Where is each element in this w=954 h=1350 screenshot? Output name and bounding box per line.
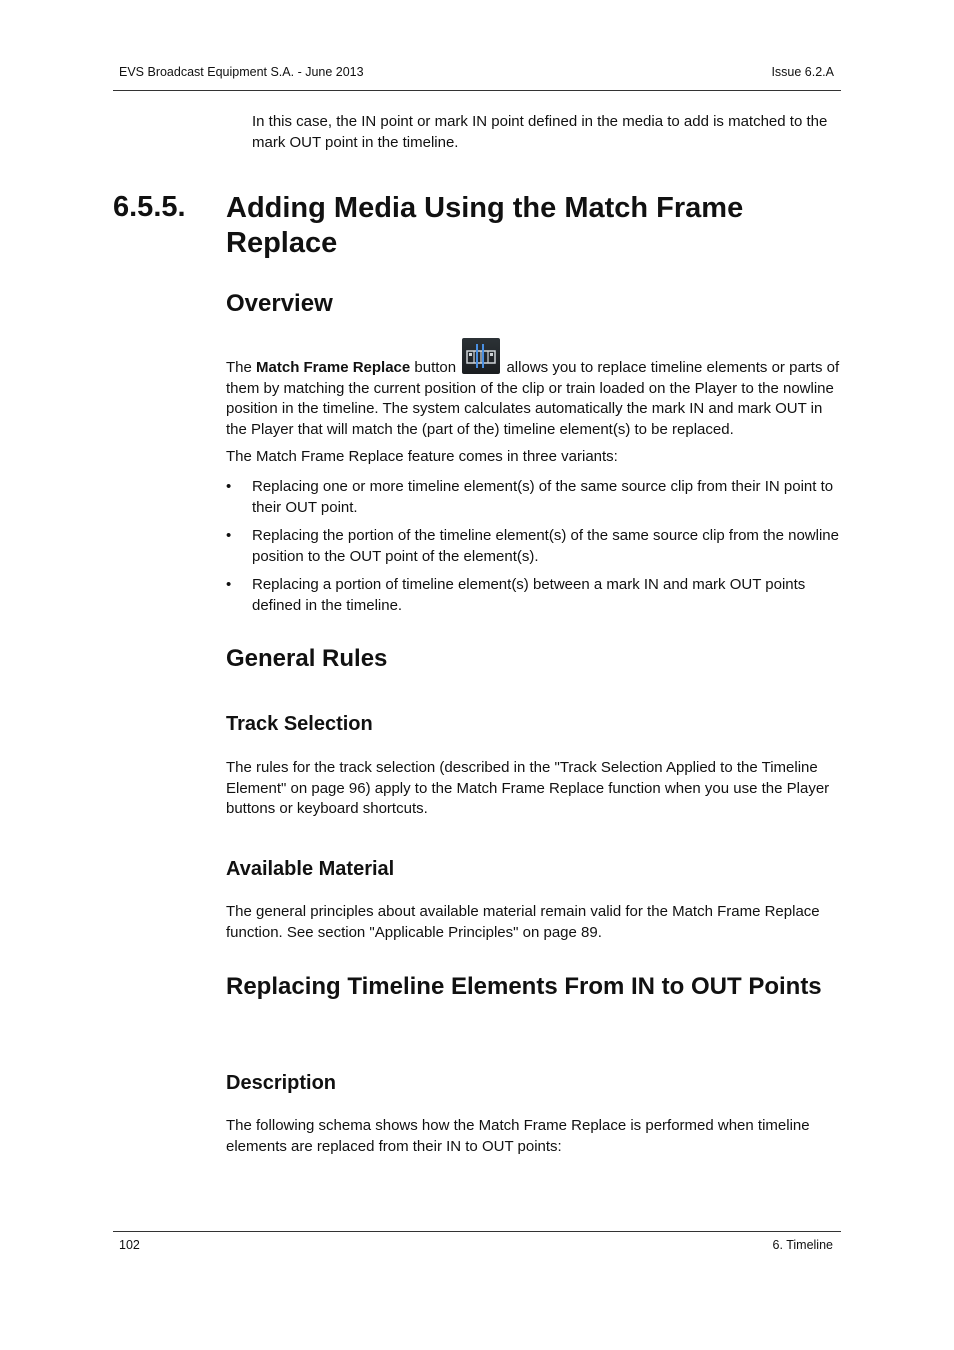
bullet-marker: • [226,527,232,544]
bullet-marker: • [226,478,232,495]
section-title: Adding Media Using the Match Frame Replace [226,192,744,259]
overview-paragraph [226,338,846,440]
section-number: 6.5.5. [113,191,186,223]
overview-heading: Overview [226,290,333,317]
track-selection-text: The rules for the track selection (described in the "Track Selection Applied to the Timeline Element" on page 96) apply to the Match Frame Replace function when you use the Player buttons or keyboard shortcuts. [226,759,830,817]
overview-text-start: The [226,359,257,376]
track-selection-heading: Track Selection [226,713,373,735]
page-number: 102 [119,1238,140,1252]
overview-bold-term: Match Frame Replace [256,359,411,376]
overview-text-mid: button [410,359,461,376]
available-material-text: The general principles about available material remain valid for the Match Frame Replace function. See section "Applicable Principles" on page 89. [226,903,820,941]
bullet-item-2: Replacing the portion of the timeline element(s) of the same source clip from the nowline position to the OUT point of the element(s). [252,527,839,565]
available-material-heading: Available Material [226,858,395,880]
variants-intro: The Match Frame Replace feature comes in three variants: [226,448,618,465]
intro-paragraph: In this case, the IN point or mark IN point defined in the media to add is matched to the mark OUT point in the timeline. [252,113,828,151]
description-heading: Description [226,1072,337,1094]
match-frame-replace-icon [462,338,500,374]
description-text: The following schema shows how the Match Frame Replace is performed when timeline elements are replaced from their IN to OUT points: [226,1117,810,1155]
bullet-item-1: Replacing one or more timeline element(s) of the same source clip from their IN point to their OUT point. [252,478,834,516]
replacing-heading: Replacing Timeline Elements From IN to OUT Points [226,973,822,1000]
general-rules-heading: General Rules [226,645,388,672]
overview-text-end: allows you to replace timeline elements or parts of them by matching the current position of the clip or train loaded on the Player to the nowline position in the timeline. The system calculates automatically the mark IN and mark OUT in the Player that will match the (part of the) timeline element(s) to be replaced. [226,359,840,438]
footer-divider [113,1231,841,1232]
header-right: Issue 6.2.A [771,65,834,79]
bullet-marker: • [226,576,232,593]
header-divider [113,90,841,91]
header-left: EVS Broadcast Equipment S.A. - June 2013 [119,65,364,79]
chapter-name: 6. Timeline [772,1238,833,1252]
bullet-item-3: Replacing a portion of timeline element(s) between a mark IN and mark OUT points defined in the timeline. [252,576,806,614]
